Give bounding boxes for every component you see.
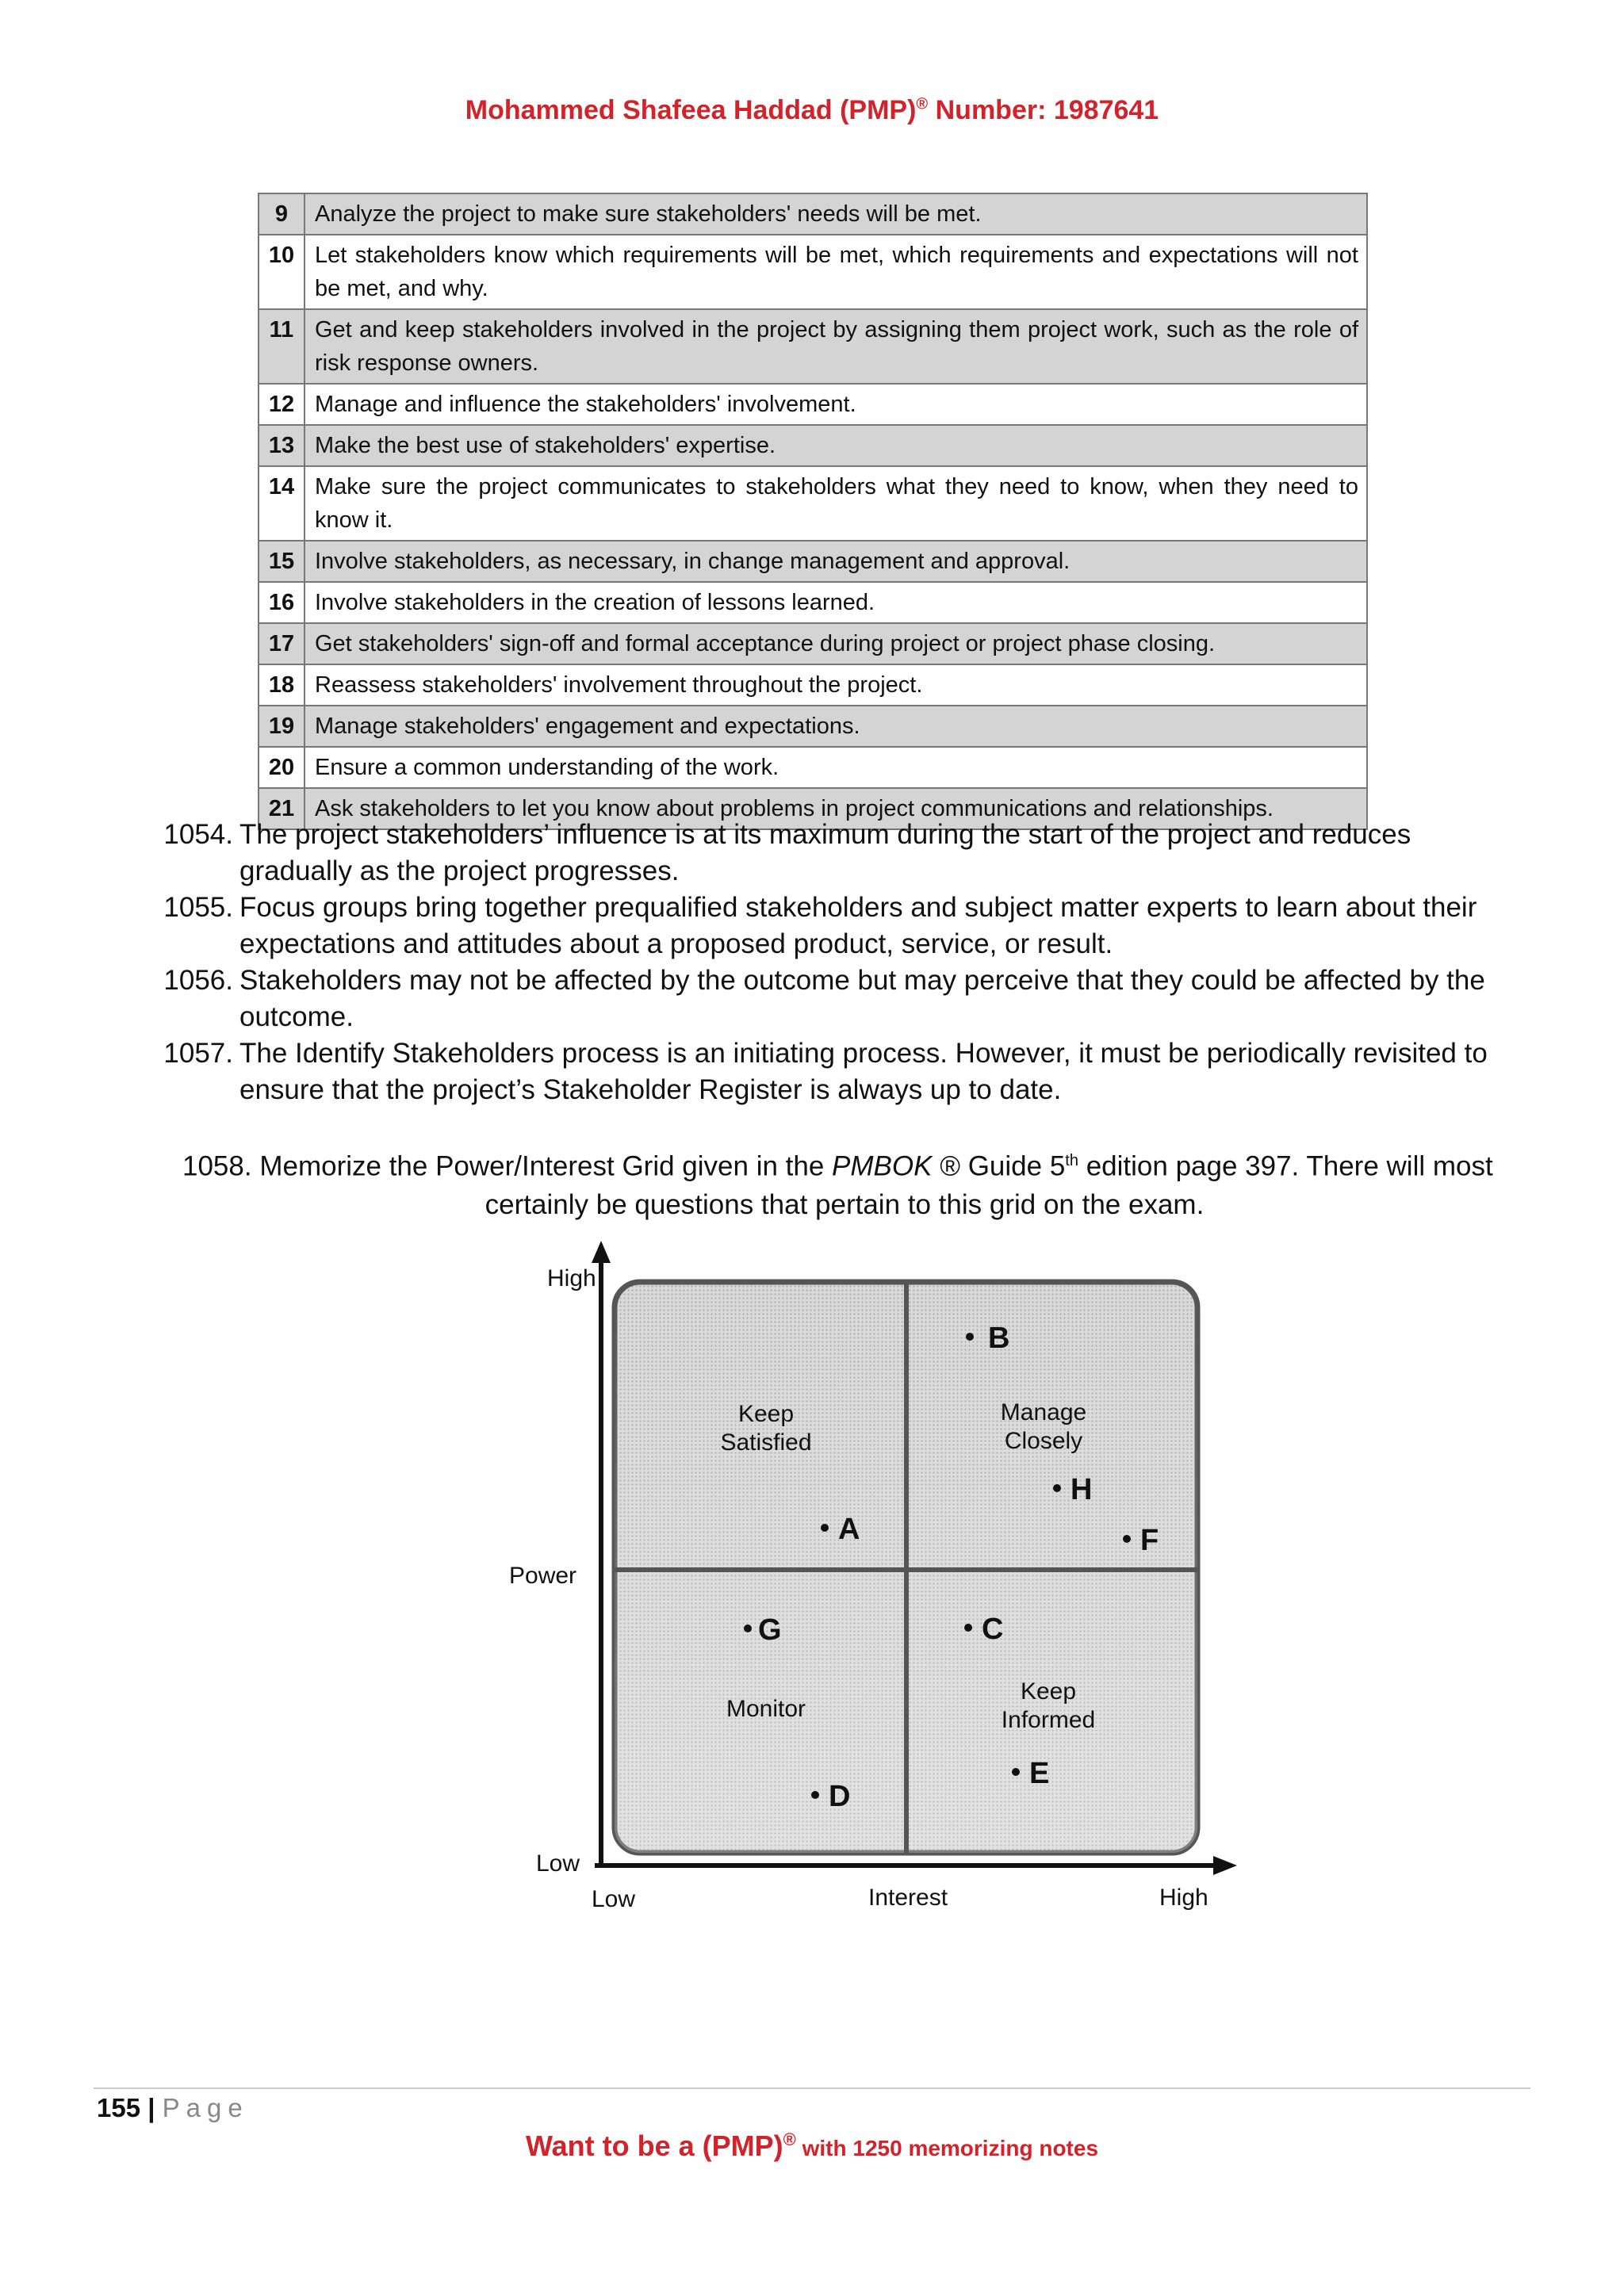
note-1058 (182, 1142, 1507, 1224)
quadrant-label-keep-satisfied-l1: Keep (737, 1401, 795, 1427)
note-text: Focus groups bring together prequalified stakeholders and subject matter experts to learn about their expectations and attitudes about a proposed product, service, or result. (239, 892, 1477, 959)
row-number: 19 (259, 706, 304, 747)
page-number: 155 (97, 2093, 141, 2122)
quadrant-label-keep-informed-l1: Keep (1020, 1678, 1077, 1705)
row-number: 11 (259, 309, 304, 384)
row-text: Ensure a common understanding of the work. (304, 747, 1367, 788)
cta-reg: ® (783, 2130, 796, 2149)
page-header (0, 95, 1624, 126)
page-word: Page (162, 2093, 249, 2122)
note-number: 1054. (163, 819, 233, 850)
note-number: 1055. (163, 892, 233, 923)
point-dot (811, 1791, 819, 1799)
row-number: 14 (259, 466, 304, 541)
table-row (259, 466, 1367, 541)
point-dot (1053, 1484, 1061, 1492)
row-text: Let stakeholders know which requirements will be met, which requirements and expectations will not be met, and why. (304, 235, 1367, 309)
table-row (259, 747, 1367, 788)
point-label: B (988, 1322, 1010, 1355)
y-high-label: High (547, 1265, 596, 1292)
row-text: Ask stakeholders to let you know about problems in project communications and relationships. (304, 788, 1367, 829)
row-text: Manage stakeholders' engagement and expectations. (304, 706, 1367, 747)
x-axis-label: Interest (868, 1885, 948, 1911)
point-dot (821, 1524, 829, 1532)
row-number: 16 (259, 582, 304, 623)
point-dot (1123, 1535, 1131, 1543)
table-row (259, 541, 1367, 582)
x-high-label: High (1159, 1885, 1208, 1911)
quadrant-label-keep-informed-l2: Informed (1001, 1707, 1096, 1733)
cta-main: Want to be a (PMP) (525, 2130, 783, 2162)
notes-list (151, 817, 1499, 1108)
row-number: 15 (259, 541, 304, 582)
row-number: 20 (259, 747, 304, 788)
point-label: H (1071, 1473, 1093, 1506)
note-text: Stakeholders may not be affected by the outcome but may perceive that they could be affected by the outcome. (239, 965, 1485, 1032)
row-text: Get stakeholders' sign-off and formal acceptance during project or project phase closing. (304, 623, 1367, 664)
point-label: D (829, 1780, 851, 1813)
x-axis-arrow (1213, 1856, 1237, 1875)
row-text: Get and keep stakeholders involved in the project by assigning them project work, such as the role of risk response owners. (304, 309, 1367, 384)
footer-divider (94, 2087, 1530, 2089)
page-separator: | (140, 2093, 163, 2122)
row-number: 17 (259, 623, 304, 664)
point-label: G (758, 1613, 782, 1647)
y-axis-arrow (592, 1241, 611, 1263)
point-label: C (982, 1613, 1004, 1646)
x-low-label: Low (592, 1886, 636, 1912)
point-label: E (1029, 1757, 1050, 1790)
note-1058-pre: Memorize the Power/Interest Grid given in the (259, 1150, 833, 1182)
row-text: Make the best use of stakeholders' expertise. (304, 425, 1367, 466)
row-text: Involve stakeholders, as necessary, in change management and approval. (304, 541, 1367, 582)
row-number: 18 (259, 664, 304, 706)
quadrant-label-keep-satisfied-l2: Satisfied (720, 1429, 812, 1456)
point-dot (964, 1624, 972, 1632)
point-label: F (1140, 1524, 1159, 1557)
note-item (151, 890, 1499, 962)
note-number: 1056. (163, 965, 233, 996)
y-low-label: Low (536, 1850, 580, 1877)
note-item (151, 817, 1499, 890)
row-text: Make sure the project communicates to stakeholders what they need to know, when they need to know it. (304, 466, 1367, 541)
pmbok-title: PMBOK (832, 1150, 933, 1182)
note-1058-number: 1058. (182, 1150, 252, 1182)
row-number: 21 (259, 788, 304, 829)
note-item (151, 1035, 1499, 1108)
quadrant-label-manage-closely-l1: Manage (1000, 1399, 1087, 1425)
table-row (259, 235, 1367, 309)
point-dot (744, 1624, 752, 1632)
cta-small: with 1250 memorizing notes (795, 2136, 1099, 2160)
edition-sup: th (1065, 1152, 1078, 1169)
table-row (259, 582, 1367, 623)
row-text: Reassess stakeholders' involvement throughout the project. (304, 664, 1367, 706)
table-row (259, 623, 1367, 664)
table-row (259, 425, 1367, 466)
row-number: 9 (259, 193, 304, 235)
point-dot (966, 1333, 974, 1341)
row-text: Manage and influence the stakeholders' involvement. (304, 384, 1367, 425)
note-number: 1057. (163, 1038, 233, 1069)
y-axis-label: Power (509, 1563, 577, 1589)
header-number: Number: 1987641 (928, 95, 1159, 125)
table-row (259, 384, 1367, 425)
point-label: A (838, 1513, 860, 1546)
table-row (259, 706, 1367, 747)
quadrant-label-monitor: Monitor (726, 1696, 806, 1722)
table-row (259, 309, 1367, 384)
note-text: The Identify Stakeholders process is an initiating process. However, it must be periodically revisited to ensure that the project’s Stakeholder Register is always up to date. (239, 1038, 1488, 1105)
row-text: Involve stakeholders in the creation of lessons learned. (304, 582, 1367, 623)
table-row (259, 193, 1367, 235)
row-text: Analyze the project to make sure stakeholders' needs will be met. (304, 193, 1367, 235)
row-number: 10 (259, 235, 304, 309)
note-item (151, 962, 1499, 1035)
note-1058-post: edition page 397. There will most (1078, 1150, 1493, 1182)
point-dot (1012, 1768, 1020, 1776)
stakeholder-actions-table (258, 193, 1368, 830)
note-text: The project stakeholders’ influence is at its maximum during the start of the project and reduces gradually as the project progresses. (239, 819, 1411, 886)
quadrant-label-manage-closely-l2: Closely (1004, 1428, 1083, 1454)
row-number: 13 (259, 425, 304, 466)
note-1058-reg: ® Guide 5 (932, 1150, 1066, 1182)
row-number: 12 (259, 384, 304, 425)
power-interest-grid (476, 1241, 1253, 1931)
header-title: Mohammed Shafeea Haddad (PMP) (465, 95, 917, 125)
header-reg: ® (916, 95, 929, 113)
footer-cta (0, 2130, 1624, 2163)
table-row (259, 664, 1367, 706)
footer-page-number (97, 2093, 249, 2123)
note-1058-line2: certainly be questions that pertain to this grid on the exam. (485, 1188, 1205, 1220)
